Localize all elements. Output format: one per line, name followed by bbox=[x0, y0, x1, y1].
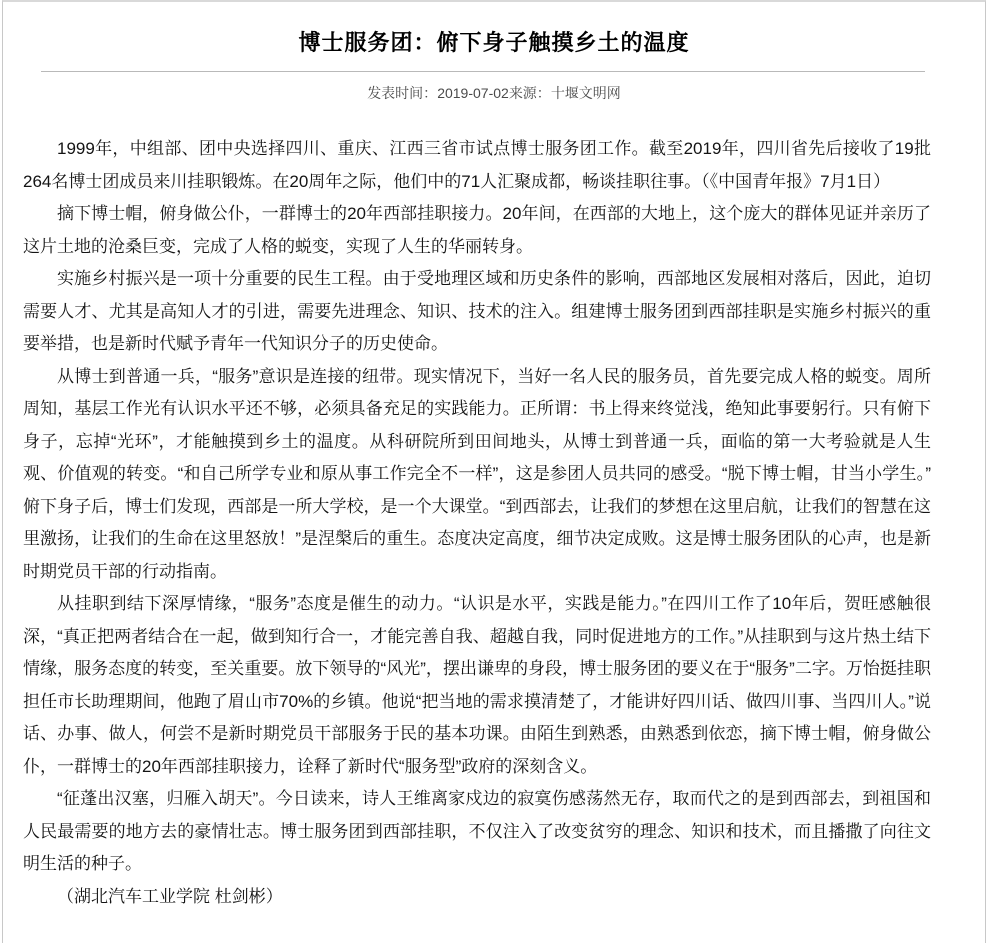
article-page bbox=[2, 0, 986, 943]
publish-time-value: 2019-07-02 bbox=[437, 85, 509, 101]
source-value: 十堰文明网 bbox=[550, 85, 621, 101]
publish-time-label: 发表时间： bbox=[367, 85, 438, 101]
article-paragraph: 从挂职到结下深厚情缘，“服务”态度是催生的动力。“认识是水平，实践是能力。”在四川工作了10年后，贺旺感触很深，“真正把两者结合在一起，做到知行合一，才能完善自我、超越自我，同时促进地方的工作。”从挂职到与这片热土结下情缘，服务态度的转变，至关重要。放下领导的“风光”，摆出谦卑的身段，博士服务团的要义在于“服务”二字。万怡挺挂职担任市长助理期间，他跑了眉山市70%的乡镇。他说“把当地的需求摸清楚了，才能讲好四川话、做四川事、当四川人。”说话、办事、做人，何尝不是新时期党员干部服务于民的基本功课。由陌生到熟悉，由熟悉到依恋，摘下博士帽，俯身做公仆，一群博士的20年西部挂职接力，诠释了新时代“服务型”政府的深刻含义。 bbox=[23, 594, 931, 776]
article-paragraph: 从博士到普通一兵，“服务”意识是连接的纽带。现实情况下，当好一名人民的服务员，首先要完成人格的蜕变。周所周知，基层工作光有认识水平还不够，必须具备充足的实践能力。正所谓：书上得来终觉浅，绝知此事要躬行。只有俯下身子，忘掉“光环”，才能触摸到乡土的温度。从科研院所到田间地头，从博士到普通一兵，面临的第一大考验就是人生观、价值观的转变。“和自己所学专业和原从事工作完全不一样”，这是参团人员共同的感受。“脱下博士帽，甘当小学生。”俯下身子后，博士们发现，西部是一所大学校，是一个大课堂。“到西部去，让我们的梦想在这里启航，让我们的智慧在这里激扬，让我们的生命在这里怒放！”是涅槃后的重生。态度决定高度，细节决定成败。这是博士服务团队的心声，也是新时期党员干部的行动指南。 bbox=[23, 366, 931, 581]
article-body bbox=[3, 133, 985, 943]
article-paragraph: “征蓬出汉塞，归雁入胡天”。今日读来，诗人王维离家戍边的寂寞伤感荡然无存，取而代之的是到西部去，到祖国和人民最需要的地方去的豪情壮志。博士服务团到西部挂职，不仅注入了改变贫穷的理念、知识和技术，而且播撒了向往文明生活的种子。 bbox=[23, 789, 931, 873]
source-label: 来源： bbox=[508, 85, 551, 101]
article-paragraph: 摘下博士帽，俯身做公仆，一群博士的20年西部挂职接力。20年间，在西部的大地上，这个庞大的群体见证并亲历了这片土地的沧桑巨变，完成了人格的蜕变，实现了人生的华丽转身。 bbox=[23, 204, 931, 256]
article-paragraph: 1999年，中组部、团中央选择四川、重庆、江西三省市试点博士服务团工作。截至2019年，四川省先后接收了19批264名博士团成员来川挂职锻炼。在20周年之际，他们中的71人汇聚成都，畅谈挂职往事。（《中国青年报》7月1日） bbox=[23, 139, 931, 191]
article-meta bbox=[3, 83, 985, 103]
article-paragraph: （湖北汽车工业学院 杜剑彬） bbox=[57, 886, 283, 906]
article-paragraph: 实施乡村振兴是一项十分重要的民生工程。由于受地理区域和历史条件的影响，西部地区发展相对落后，因此，迫切需要人才、尤其是高知人才的引进，需要先进理念、知识、技术的注入。组建博士服务团到西部挂职是实施乡村振兴的重要举措，也是新时代赋予青年一代知识分子的历史使命。 bbox=[23, 269, 931, 353]
article-title: 博士服务团：俯下身子触摸乡土的温度 bbox=[298, 30, 690, 55]
title-divider bbox=[41, 71, 925, 72]
